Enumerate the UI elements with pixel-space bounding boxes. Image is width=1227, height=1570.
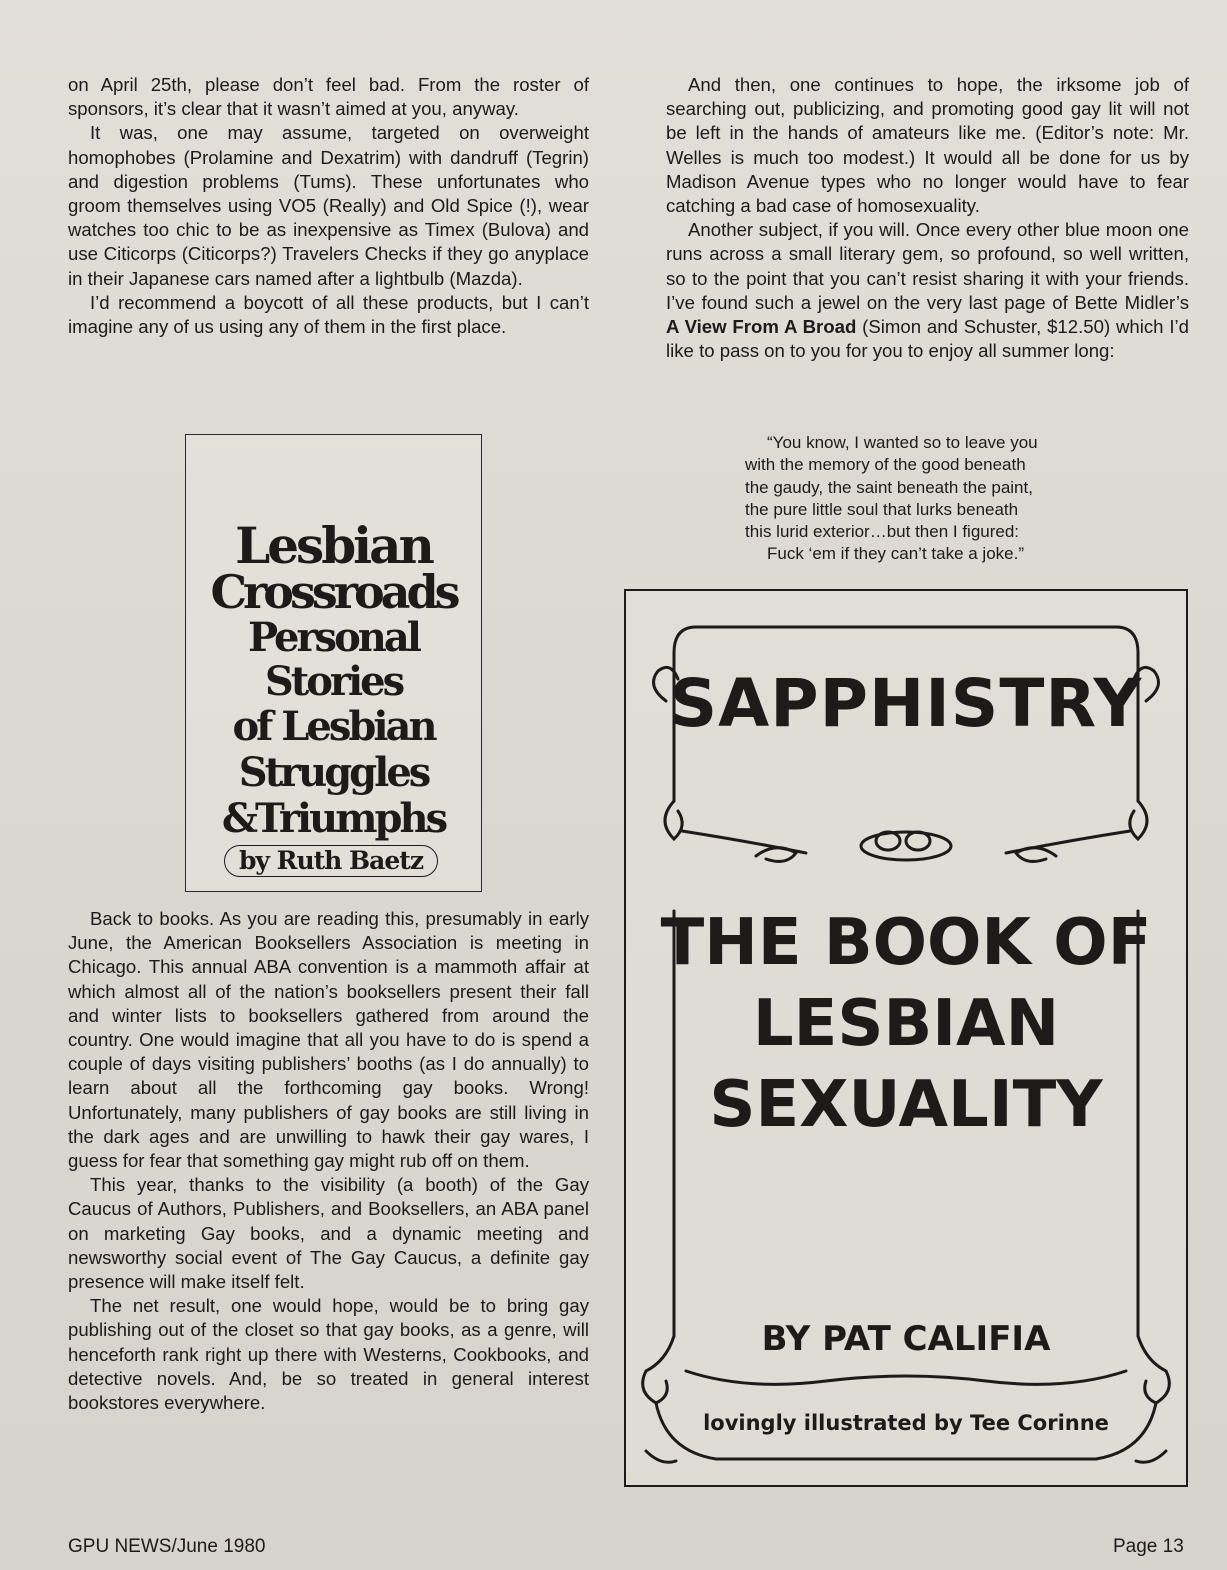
footer-page-number: Page 13 — [1113, 1536, 1184, 1557]
cover-title-line: Lesbian — [235, 516, 432, 575]
paragraph — [666, 218, 1189, 363]
paragraph: This year, thanks to the visibility (a booth) of the Gay Caucus of Authors, Publishers, and Booksellers, an ABA panel on marketing Gay books, and a dynamic meeting and newsworthy social event of The Gay Caucus, a definite gay presence will make itself felt. — [68, 1174, 589, 1293]
text-run: Another subject, if you will. Once every other blue moon one runs across a small literary gem, so profound, so well written, so to the point that you can’t resist sharing it with your friends. I’ve found such a jewel on the very last page of Bette Midler’s — [666, 219, 1189, 313]
cover-title-line: &Triumphs — [221, 795, 446, 842]
cover-subtitle-line: THE BOOK OF — [660, 906, 1152, 980]
paragraph: I’d recommend a boycott of all these products, but I can’t imagine any of us using any of them in the first place. — [68, 291, 589, 338]
cover-title-line: Struggles — [238, 749, 429, 796]
cover-title: SAPPHISTRY — [669, 665, 1143, 742]
text-run: (Simon and Schuster, $12.50) which I’d like to pass on to you for you to enjoy all summer long: — [666, 316, 1189, 362]
lesbian-crossroads-cover — [185, 434, 482, 892]
quote-line: “You know, I wanted so to leave you — [767, 433, 1038, 452]
paragraph: on April 25th, please don’t feel bad. From the roster of sponsors, it’s clear that it wasn’t aimed at you, anyway. — [68, 74, 589, 120]
left-column-top — [68, 73, 589, 339]
quote-line: Fuck ‘em if they can’t take a joke.” — [767, 544, 1024, 564]
paragraph: And then, one continues to hope, the irksome job of searching out, publicizing, and promoting good gay lit will not be left in the hands of amateurs like me. (Editor’s note: Mr. Welles is much too modest.) It would all be done for us by Madison Avenue types who no longer would have to fear catching a bad case of homosexuality. — [666, 74, 1189, 217]
left-column-bottom — [68, 907, 589, 1415]
cover-title-line: Crossroads — [210, 565, 457, 619]
cover-title-line: Stories — [264, 658, 403, 705]
footer-publication: GPU NEWS/June 1980 — [68, 1536, 266, 1557]
book-title: A View From A Broad — [666, 316, 857, 338]
paragraph: It was, one may assume, targeted on overweight homophobes (Prolamine and Dexatrim) with dandruff (Tegrin) and digestion problems (Tums). These unfortunates who groom themselves using VO5 (Really) and Old Spice (!), wear watches too chic to be as inexpensive as Timex (Bulova) and use Citicorps (Citicorps?) Travelers Checks if they go anyplace in their Japanese cars named after a lightbulb (Mazda). — [68, 122, 589, 289]
cover-author: BY PAT CALIFIA — [761, 1319, 1051, 1359]
paragraph: The net result, one would hope, would be to bring gay publishing out of the closet so that gay books, as a genre, will henceforth rank right up there with Westerns, Cookbooks, and detective novels. And, be so treated in general interest bookstores everywhere. — [68, 1295, 589, 1414]
right-column — [666, 73, 1189, 363]
block-quote — [745, 432, 1105, 566]
quote-line: with the memory of the good beneath — [745, 455, 1026, 475]
cover-byline: by Ruth Baetz — [224, 845, 438, 877]
quote-line: the gaudy, the saint beneath the paint, — [745, 477, 1033, 497]
cover-illustrator: lovingly illustrated by Tee Corinne — [703, 1411, 1109, 1435]
cover-title-line: Personal — [248, 614, 419, 661]
sapphistry-cover — [624, 589, 1188, 1487]
paragraph: Back to books. As you are reading this, presumably in early June, the American Booksellers Association is meeting in Chicago. This annual ABA convention is a mammoth affair at which almost all of the nation’s booksellers present their fall and winter lists to booksellers gathered from around the country. One would imagine that all you have to do is spend a couple of days visiting publishers’ booths (as I do annually) to learn about all the forthcoming gay books. Wrong! Unfortunately, many publishers of gay books are still living in the dark ages and are unwilling to hawk their gay wares, I guess for fear that something gay might rub off on them. — [68, 908, 589, 1172]
cover-subtitle-line: SEXUALITY — [709, 1068, 1103, 1142]
quote-line: the pure little soul that lurks beneath — [745, 499, 1019, 519]
cover-subtitle-line: LESBIAN — [752, 987, 1060, 1061]
quote-line: this lurid exterior…but then I figured: — [745, 522, 1020, 542]
cover-title-line: of Lesbian — [232, 703, 435, 750]
